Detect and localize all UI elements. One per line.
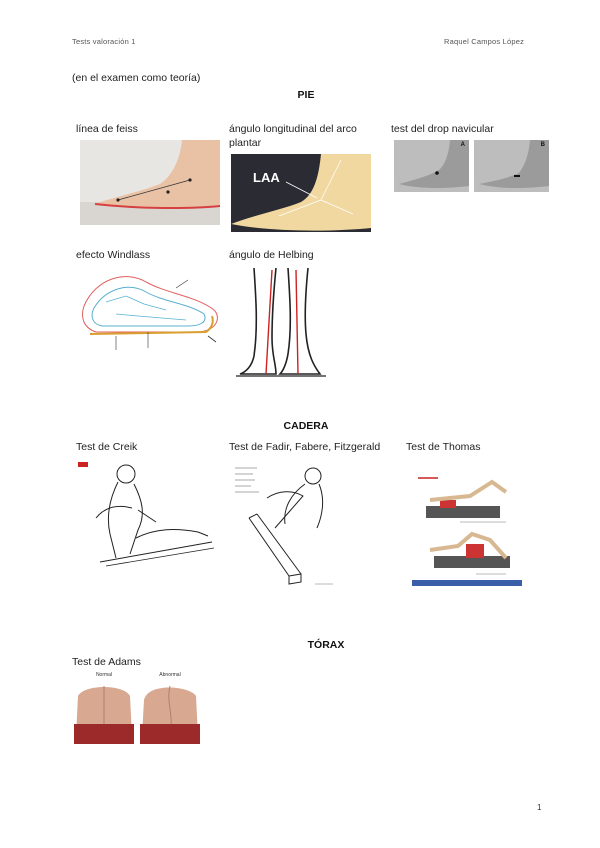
drop-navicular-photo-a bbox=[394, 140, 469, 192]
caption-thomas: Test de Thomas bbox=[406, 441, 481, 453]
windlass-diagram bbox=[76, 266, 224, 366]
adams-abnormal-label: Abnormal bbox=[159, 672, 181, 678]
caption-adams: Test de Adams bbox=[72, 656, 141, 668]
adams-abnormal-figure bbox=[140, 672, 200, 744]
intro-note: (en el examen como teoría) bbox=[72, 72, 201, 84]
helbing-angle-diagram bbox=[236, 268, 326, 380]
creik-test-drawing bbox=[76, 458, 216, 568]
drop-navicular-photo-b bbox=[474, 140, 549, 192]
feiss-line-photo bbox=[80, 140, 220, 225]
caption-drop: test del drop navicular bbox=[391, 123, 494, 135]
arch-angle-photo bbox=[231, 154, 371, 232]
fadir-test-drawing bbox=[229, 458, 341, 590]
section-title-torax: TÓRAX bbox=[307, 639, 345, 651]
header-right: Raquel Campos López bbox=[444, 37, 525, 46]
caption-fadir: Test de Fadir, Fabere, Fitzgerald bbox=[229, 441, 381, 453]
drop-label-b: B bbox=[540, 142, 545, 148]
thomas-test-drawing bbox=[410, 470, 522, 588]
page-number: 1 bbox=[537, 803, 542, 812]
section-title-pie: PIE bbox=[297, 89, 315, 101]
header-left: Tests valoración 1 bbox=[72, 37, 136, 46]
adams-normal-label: Normal bbox=[95, 672, 113, 678]
caption-creik: Test de Creik bbox=[76, 441, 138, 453]
caption-windlass: efecto Windlass bbox=[76, 249, 151, 261]
caption-helbing: ángulo de Helbing bbox=[229, 249, 314, 261]
laa-label: LAA bbox=[253, 170, 280, 185]
adams-normal-figure bbox=[74, 672, 134, 744]
section-title-cadera: CADERA bbox=[283, 420, 329, 432]
caption-arco: ángulo longitudinal del arco plantar bbox=[229, 123, 357, 149]
drop-label-a: A bbox=[460, 142, 465, 148]
caption-feiss: línea de feiss bbox=[76, 123, 138, 135]
